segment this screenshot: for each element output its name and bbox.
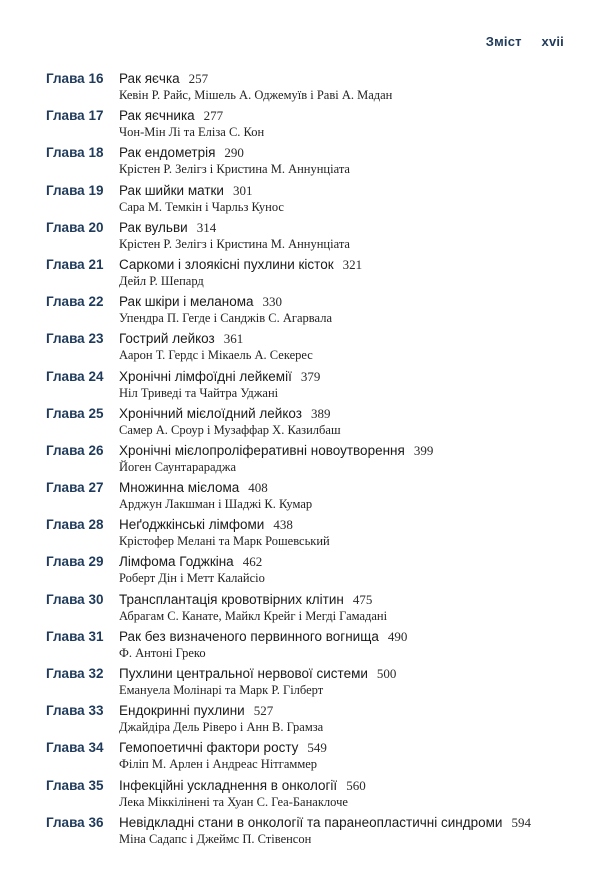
toc-entry bbox=[46, 368, 580, 405]
chapter-authors: Абрагам С. Канате, Майкл Крейг і Мегді Гамадані bbox=[119, 608, 388, 623]
chapter-title-line bbox=[119, 107, 580, 125]
chapter-info bbox=[119, 628, 580, 661]
chapter-title: Рак без визначеного первинного вогнища bbox=[119, 628, 379, 644]
chapter-title-line bbox=[119, 256, 580, 274]
toc-entry bbox=[46, 330, 580, 367]
chapter-title: Гострий лейкоз bbox=[119, 331, 215, 347]
chapter-title: Множинна мієлома bbox=[119, 480, 240, 496]
chapter-number: Глава 21 bbox=[46, 256, 104, 272]
chapter-number: Глава 25 bbox=[46, 405, 104, 421]
chapter-info bbox=[119, 814, 580, 847]
chapter-authors: Емануела Молінарі та Марк Р. Гілберт bbox=[119, 683, 324, 697]
chapter-number: Глава 27 bbox=[46, 480, 104, 496]
chapter-title: Гемопоетичні фактори росту bbox=[119, 740, 299, 756]
toc-entry bbox=[46, 665, 580, 702]
toc-entry bbox=[46, 628, 580, 665]
chapter-page: 314 bbox=[196, 219, 217, 235]
chapter-title: Хронічні мієлопроліферативні новоутворення bbox=[119, 442, 405, 458]
toc-entry bbox=[46, 442, 580, 479]
chapter-authors: Джайдіра Дель Ріверо і Анн В. Грамза bbox=[119, 720, 324, 735]
toc-entry bbox=[46, 144, 580, 181]
chapter-page: 361 bbox=[223, 331, 244, 347]
chapter-number: Глава 32 bbox=[46, 666, 104, 681]
chapter-number: Глава 23 bbox=[46, 331, 104, 347]
chapter-info bbox=[119, 777, 580, 810]
toc-entry bbox=[46, 516, 580, 553]
chapter-title: Рак яєчника bbox=[119, 108, 195, 124]
chapter-authors: Ф. Антоні Греко bbox=[119, 645, 206, 660]
chapter-title-line bbox=[119, 368, 580, 386]
toc-entry bbox=[46, 479, 580, 516]
chapter-info bbox=[119, 405, 580, 438]
chapter-authors: Арджун Лакшман і Шаджі К. Кумар bbox=[119, 497, 313, 512]
chapter-title: Інфекційні ускладнення в онкології bbox=[119, 777, 338, 793]
chapter-authors: Ніл Триведі та Чайтра Уджані bbox=[119, 385, 279, 400]
toc-entry bbox=[46, 591, 580, 628]
chapter-info bbox=[119, 442, 580, 475]
chapter-page: 277 bbox=[203, 108, 224, 124]
chapter-title-line bbox=[119, 777, 580, 795]
chapter-authors: Крістен Р. Зелігз і Кристина М. Аннунціата bbox=[119, 162, 350, 177]
chapter-title: Рак яєчка bbox=[119, 71, 180, 86]
chapter-number: Глава 33 bbox=[46, 703, 104, 719]
chapter-title-line bbox=[119, 516, 580, 534]
chapter-number: Глава 19 bbox=[46, 182, 104, 198]
chapter-info bbox=[119, 368, 580, 401]
chapter-title-line bbox=[119, 702, 580, 720]
chapter-page: 560 bbox=[346, 777, 366, 793]
chapter-title: Ендокринні пухлини bbox=[119, 703, 245, 719]
toc-entry bbox=[46, 256, 580, 293]
chapter-title: Трансплантація кровотвірних клітин bbox=[119, 591, 344, 607]
chapter-title-line bbox=[119, 293, 580, 311]
chapter-title: Саркоми і злоякісні пухлини кісток bbox=[119, 256, 334, 272]
chapter-authors: Міна Садапс і Джеймс П. Стівенсон bbox=[119, 831, 312, 846]
toc-entry bbox=[46, 107, 580, 144]
chapter-number: Глава 34 bbox=[46, 740, 104, 756]
chapter-page: 301 bbox=[232, 182, 253, 198]
chapter-info bbox=[119, 70, 580, 103]
chapter-page: 438 bbox=[273, 517, 293, 533]
chapter-page: 379 bbox=[300, 368, 321, 384]
toc-entry bbox=[46, 814, 580, 851]
chapter-title-line bbox=[119, 70, 580, 88]
chapter-authors: Кевін Р. Райс, Мішель А. Оджемуїв і Раві А. Мадан bbox=[119, 88, 393, 102]
chapter-info bbox=[119, 591, 580, 624]
chapter-title-line bbox=[119, 219, 580, 237]
chapter-page: 527 bbox=[253, 703, 274, 719]
chapter-number: Глава 17 bbox=[46, 108, 104, 124]
chapter-page: 399 bbox=[413, 442, 434, 458]
chapter-page: 490 bbox=[387, 628, 408, 644]
chapter-title-line bbox=[119, 144, 580, 162]
header-page-number: xvii bbox=[541, 34, 564, 49]
header-section-title: Зміст bbox=[485, 34, 522, 49]
chapter-title: Лімфома Годжкіна bbox=[119, 554, 234, 570]
chapter-info bbox=[119, 144, 580, 177]
toc-entry bbox=[46, 739, 580, 776]
toc-entry bbox=[46, 777, 580, 814]
chapter-title: Рак вульви bbox=[119, 219, 188, 235]
toc-entry bbox=[46, 70, 580, 107]
chapter-title: Хронічні лімфоїдні лейкемії bbox=[119, 368, 292, 384]
chapter-number: Глава 24 bbox=[46, 368, 104, 384]
chapter-authors: Йоген Саунтарараджа bbox=[119, 459, 237, 474]
chapter-info bbox=[119, 182, 580, 215]
chapter-info bbox=[119, 702, 580, 735]
chapter-title-line bbox=[119, 739, 580, 757]
chapter-title-line bbox=[119, 405, 580, 423]
chapter-page: 257 bbox=[188, 71, 209, 86]
chapter-number: Глава 29 bbox=[46, 554, 104, 570]
chapter-number: Глава 36 bbox=[46, 814, 104, 830]
chapter-title-line bbox=[119, 442, 580, 460]
chapter-authors: Крістен Р. Зелігз і Кристина М. Аннунціата bbox=[119, 236, 350, 251]
chapter-title: Хронічний мієлоїдний лейкоз bbox=[119, 405, 302, 421]
chapter-page: 594 bbox=[511, 814, 531, 830]
chapter-title-line bbox=[119, 665, 580, 683]
chapter-authors: Самер А. Сроур і Музаффар Х. Казилбаш bbox=[119, 422, 341, 437]
chapter-page: 290 bbox=[224, 145, 244, 161]
chapter-page: 549 bbox=[307, 740, 327, 756]
chapter-title-line bbox=[119, 479, 580, 497]
chapter-title: Рак шийки матки bbox=[119, 182, 224, 198]
chapter-title: Невідкладні стани в онкології та паранеопластичні синдроми bbox=[119, 814, 503, 830]
chapter-title-line bbox=[119, 553, 580, 571]
chapter-title-line bbox=[119, 330, 580, 348]
chapter-title-line bbox=[119, 182, 580, 200]
chapter-authors: Упендра П. Гегде і Санджів С. Агарвала bbox=[119, 311, 332, 326]
chapter-title: Пухлини центральної нервової системи bbox=[119, 666, 368, 681]
chapter-number: Глава 26 bbox=[46, 442, 104, 458]
chapter-info bbox=[119, 665, 580, 698]
toc-entry bbox=[46, 553, 580, 590]
chapter-number: Глава 35 bbox=[46, 777, 104, 793]
chapter-number: Глава 18 bbox=[46, 145, 104, 161]
chapter-page: 500 bbox=[376, 666, 397, 681]
toc-entry bbox=[46, 405, 580, 442]
chapter-authors: Сара М. Темкін і Чарльз Кунос bbox=[119, 199, 284, 214]
chapter-info bbox=[119, 479, 580, 512]
chapter-number: Глава 31 bbox=[46, 628, 104, 644]
chapter-info bbox=[119, 330, 580, 363]
chapter-authors: Чон-Мін Лі та Еліза С. Кон bbox=[119, 125, 265, 140]
chapter-page: 389 bbox=[310, 405, 331, 421]
chapter-info bbox=[119, 107, 580, 140]
chapter-title: Неґоджкінські лімфоми bbox=[119, 517, 265, 533]
chapter-page: 475 bbox=[352, 591, 373, 607]
chapter-info bbox=[119, 553, 580, 586]
chapter-authors: Крістофер Мелані та Марк Рошевський bbox=[119, 534, 330, 549]
chapter-info bbox=[119, 516, 580, 549]
chapter-page: 408 bbox=[248, 480, 268, 496]
chapter-title: Рак шкіри і меланома bbox=[119, 294, 254, 310]
chapter-authors: Аарон Т. Гердс і Мікаель А. Секерес bbox=[119, 348, 313, 363]
chapter-title-line bbox=[119, 814, 580, 832]
chapter-info bbox=[119, 293, 580, 326]
chapter-number: Глава 22 bbox=[46, 294, 104, 310]
toc-entry bbox=[46, 293, 580, 330]
chapter-title-line bbox=[119, 591, 580, 609]
chapter-page: 462 bbox=[242, 554, 263, 570]
chapter-number: Глава 16 bbox=[46, 71, 104, 86]
running-header bbox=[486, 34, 564, 49]
chapter-authors: Лека Міккілінені та Хуан С. Геа-Банаклоче bbox=[119, 794, 348, 809]
chapter-number: Глава 28 bbox=[46, 517, 104, 533]
chapter-number: Глава 20 bbox=[46, 219, 104, 235]
chapter-authors: Дейл Р. Шепард bbox=[119, 273, 204, 288]
table-of-contents bbox=[46, 70, 580, 851]
chapter-number: Глава 30 bbox=[46, 591, 104, 607]
chapter-authors: Філіп М. Арлен і Андреас Нітгаммер bbox=[119, 757, 318, 772]
chapter-info bbox=[119, 256, 580, 289]
chapter-authors: Роберт Дін і Метт Калайсіо bbox=[119, 571, 265, 586]
chapter-title-line bbox=[119, 628, 580, 646]
toc-entry bbox=[46, 702, 580, 739]
chapter-title: Рак ендометрія bbox=[119, 145, 216, 161]
toc-entry bbox=[46, 182, 580, 219]
chapter-page: 321 bbox=[342, 256, 363, 272]
toc-entry bbox=[46, 219, 580, 256]
chapter-page: 330 bbox=[262, 294, 282, 310]
chapter-info bbox=[119, 219, 580, 252]
chapter-info bbox=[119, 739, 580, 772]
